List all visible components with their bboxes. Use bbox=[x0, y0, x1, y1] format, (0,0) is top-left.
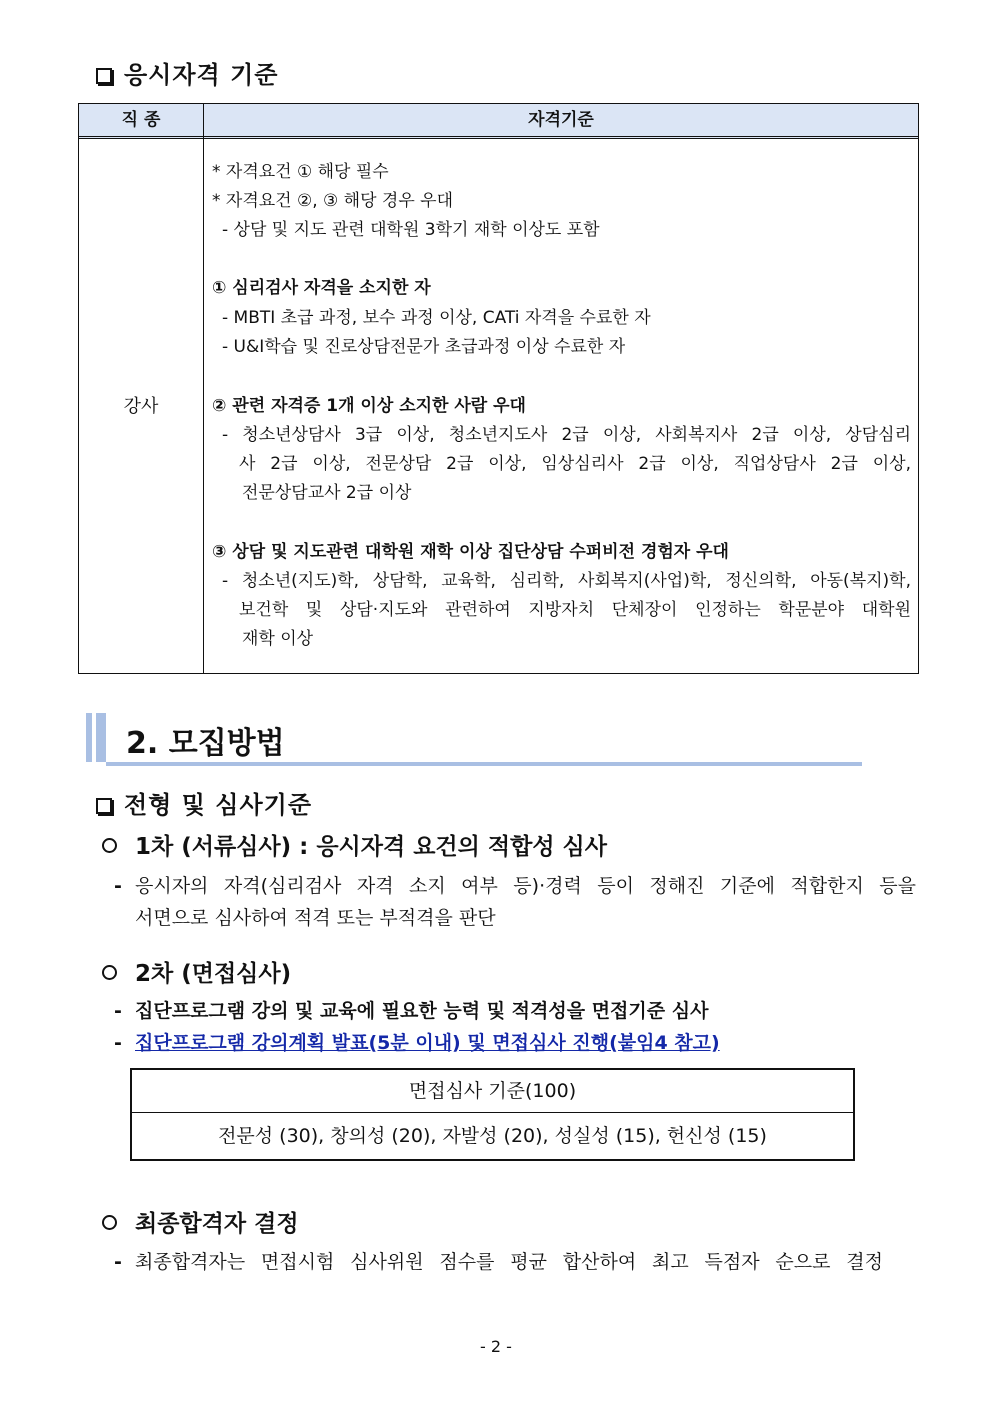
screening-heading bbox=[96, 785, 312, 820]
stage2-heading-text: 2차 (면접심사) bbox=[135, 961, 292, 987]
criteria-line: 사 2급 이상, 전문상담 2급 이상, 임상심리사 2급 이상, 직업상담사 2급 이상, bbox=[239, 454, 911, 474]
criteria-line: - U&I학습 및 진로상담전문가 초급과정 이상 수료한 자 bbox=[222, 337, 626, 357]
stage1-heading bbox=[102, 828, 607, 861]
criteria-line: - 청소년상담사 3급 이상, 청소년지도사 2급 이상, 사회복지사 2급 이상, 상담심리 bbox=[222, 425, 911, 445]
square-bullet-icon bbox=[96, 68, 112, 84]
circle-bullet-icon bbox=[102, 1215, 117, 1230]
stage2-line: 집단프로그램 강의 및 교육에 필요한 능력 및 적격성을 면접기준 심사 bbox=[135, 1000, 709, 1022]
interview-criteria-title: 면접심사 기준(100) bbox=[132, 1070, 853, 1113]
page-number: - 2 - bbox=[480, 1337, 512, 1356]
section-accent-bar bbox=[86, 713, 92, 762]
criteria-item-heading: ③ 상담 및 지도관련 대학원 재학 이상 집단상담 수퍼비전 경험자 우대 bbox=[212, 542, 729, 562]
qualification-table-header bbox=[79, 104, 918, 139]
screening-heading-text: 전형 및 심사기준 bbox=[124, 791, 312, 819]
stage1-line: 서면으로 심사하여 적격 또는 부적격을 판단 bbox=[135, 907, 496, 929]
criteria-item-heading: ① 심리검사 자격을 소지한 자 bbox=[212, 278, 431, 298]
final-heading bbox=[102, 1205, 299, 1238]
section-accent-bar bbox=[96, 713, 106, 762]
table-divider bbox=[203, 104, 204, 673]
job-cell: 강사 bbox=[123, 396, 159, 417]
dash-bullet: - bbox=[114, 1251, 122, 1273]
interview-criteria-table bbox=[130, 1068, 855, 1161]
dash-bullet: - bbox=[114, 1000, 122, 1022]
qualification-heading-text: 응시자격 기준 bbox=[124, 61, 279, 89]
qualification-table bbox=[78, 103, 919, 674]
col-criteria-header: 자격기준 bbox=[528, 110, 594, 130]
criteria-line: * 자격요건 ②, ③ 해당 경우 우대 bbox=[212, 191, 454, 211]
dash-bullet: - bbox=[114, 875, 122, 897]
criteria-item-heading: ② 관련 자격증 1개 이상 소지한 사람 우대 bbox=[212, 396, 526, 416]
criteria-line: - MBTI 초급 과정, 보수 과정 이상, CATi 자격을 수료한 자 bbox=[222, 308, 651, 328]
circle-bullet-icon bbox=[102, 838, 117, 853]
interview-criteria-items: 전문성 (30), 창의성 (20), 자발성 (20), 성실성 (15), 헌신성 (15) bbox=[218, 1125, 767, 1147]
stage1-heading-text: 1차 (서류심사) : 응시자격 요건의 적합성 심사 bbox=[135, 834, 607, 860]
final-line: 최종합격자는 면접시험 심사위원 점수를 평균 합산하여 최고 득점자 순으로 결정 bbox=[135, 1251, 883, 1273]
stage2-link[interactable]: 집단프로그램 강의계획 발표(5분 이내) 및 면접심사 진행(붙임4 참고) bbox=[135, 1032, 720, 1054]
criteria-line: - 청소년(지도)학, 상담학, 교육학, 심리학, 사회복지(사업)학, 정신의학, 아동(복지)학, bbox=[222, 571, 911, 591]
dash-bullet: - bbox=[114, 1032, 122, 1054]
qualification-heading bbox=[96, 55, 278, 90]
criteria-line: 보건학 및 상담·지도와 관련하여 지방자치 단체장이 인정하는 학문분야 대학원 bbox=[239, 600, 911, 620]
stage1-line: 응시자의 자격(심리검사 자격 소지 여부 등)·경력 등이 정해진 기준에 적합한지 등을 bbox=[135, 875, 916, 897]
criteria-line: 전문상담교사 2급 이상 bbox=[242, 483, 412, 503]
circle-bullet-icon bbox=[102, 965, 117, 980]
stage2-heading bbox=[102, 955, 291, 988]
criteria-line: * 자격요건 ① 해당 필수 bbox=[212, 162, 389, 182]
section-title: 2. 모집방법 bbox=[126, 726, 285, 761]
criteria-line: 재학 이상 bbox=[242, 629, 314, 649]
section-underline bbox=[106, 762, 862, 766]
final-heading-text: 최종합격자 결정 bbox=[135, 1211, 299, 1237]
criteria-line: - 상담 및 지도 관련 대학원 3학기 재학 이상도 포함 bbox=[222, 220, 600, 240]
col-job-header: 직 종 bbox=[121, 110, 161, 130]
square-bullet-icon bbox=[96, 798, 112, 814]
